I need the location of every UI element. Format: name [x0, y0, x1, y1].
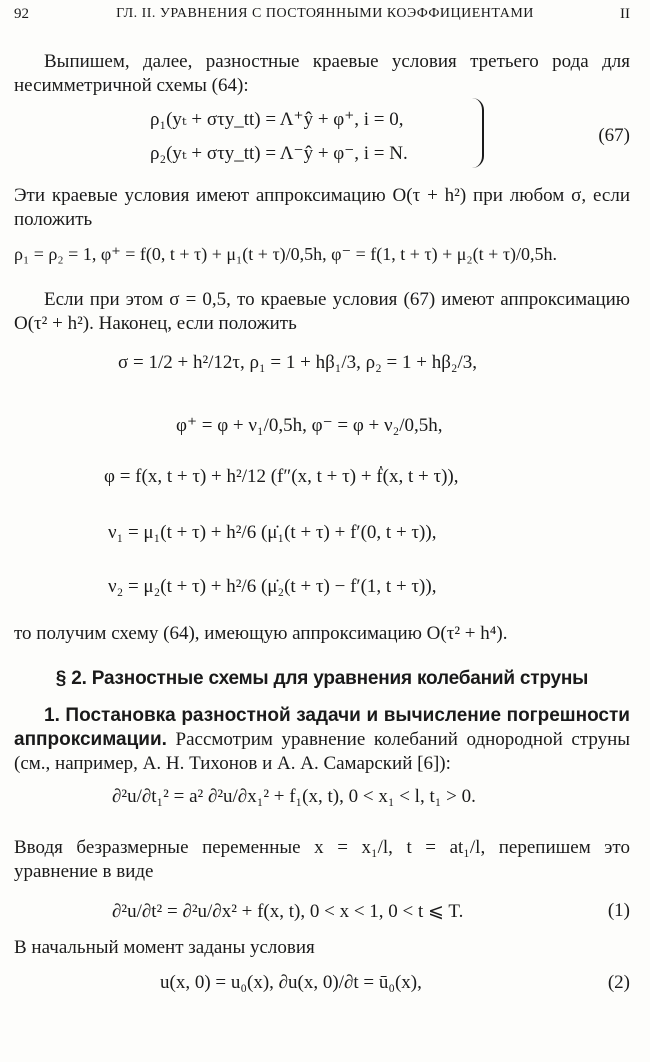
paragraph-boundary-conditions: Выпишем, далее, разностные краевые условия третьего рода для несимметричной схемы (64): [14, 51, 630, 96]
equation-2-label: (2) [607, 972, 630, 993]
equation-rho-phi: ρ₁ = ρ₂ = 1, φ⁺ = f(0, t + τ) + μ₁(t + τ)/0,5h, φ⁻ = f(1, t + τ) + μ₂(t + τ)/0,5h. [14, 244, 558, 264]
section-title: § 2. Разностные схемы для уравнения колебаний струны [55, 668, 589, 689]
equation-67-second: ρ₂(yₜ + στy_tt) = Λ⁻ŷ + φ⁻, i = N. [150, 143, 408, 164]
paragraph-string-text: Рассмотрим уравнение колебаний однородной струны (см., например, А. Н. Тихонов и А. А. Самарский [6]): [14, 729, 631, 774]
paragraph-scheme: то получим схему (64), имеющую аппроксимацию O(τ² + h⁴). [14, 623, 508, 644]
equation-phi: φ = f(x, t + τ) + h²/12 (f″(x, t + τ) + ḟ(x, t + τ)), [104, 466, 459, 487]
running-header [14, 6, 636, 28]
equation-phi-plus-minus: φ⁺ = φ + ν₁/0,5h, φ⁻ = φ + ν₂/0,5h, [176, 415, 443, 436]
paragraph-sigma: Если при этом σ = 0,5, то краевые условия (67) имеют аппроксимацию O(τ² + h²). Наконец, если положить [14, 289, 630, 334]
subsection-title: 1. Постановка разностной задачи и вычисление погрешности аппроксимации. [14, 705, 630, 750]
equation-string: ∂²u/∂t₁² = a² ∂²u/∂x₁² + f₁(x, t), 0 < x₁ < l, t₁ > 0. [112, 786, 476, 807]
paragraph-dimensionless: Вводя безразмерные переменные x = x₁/l, t = at₁/l, перепишем это уравнение в виде [14, 837, 630, 882]
equation-2: u(x, 0) = u₀(x), ∂u(x, 0)/∂t = ū₀(x), [160, 972, 422, 993]
equation-nu2: ν₂ = μ₂(t + τ) + h²/6 (μ̇₂(t + τ) − f′(1, t + τ)), [108, 576, 437, 597]
equation-sigma-rho: σ = 1/2 + h²/12τ, ρ₁ = 1 + hβ₁/3, ρ₂ = 1 + hβ₂/3, [118, 352, 478, 373]
running-title: ГЛ. II. УРАВНЕНИЯ С ПОСТОЯННЫМИ КОЭФФИЦИЕНТАМИ [116, 6, 534, 21]
paragraph-approximation: Эти краевые условия имеют аппроксимацию O(τ + h²) при любом σ, если положить [14, 185, 630, 230]
equation-brace [472, 98, 484, 168]
equation-1: ∂²u/∂t² = ∂²u/∂x² + f(x, t), 0 < x < 1, 0 < t ⩽ T. [112, 901, 464, 922]
equation-1-label: (1) [607, 900, 630, 921]
page-number: 92 [14, 6, 29, 22]
equation-nu1: ν₁ = μ₁(t + τ) + h²/6 (μ̇₁(t + τ) + f′(0, t + τ)), [108, 522, 437, 543]
equation-67-label: (67) [598, 125, 630, 146]
chapter-mark: II [620, 6, 630, 22]
equation-67-first: ρ₁(yₜ + στy_tt) = Λ⁺ŷ + φ⁺, i = 0, [150, 109, 404, 130]
paragraph-problem-statement [14, 704, 630, 776]
paragraph-initial-conditions: В начальный момент заданы условия [14, 937, 315, 958]
